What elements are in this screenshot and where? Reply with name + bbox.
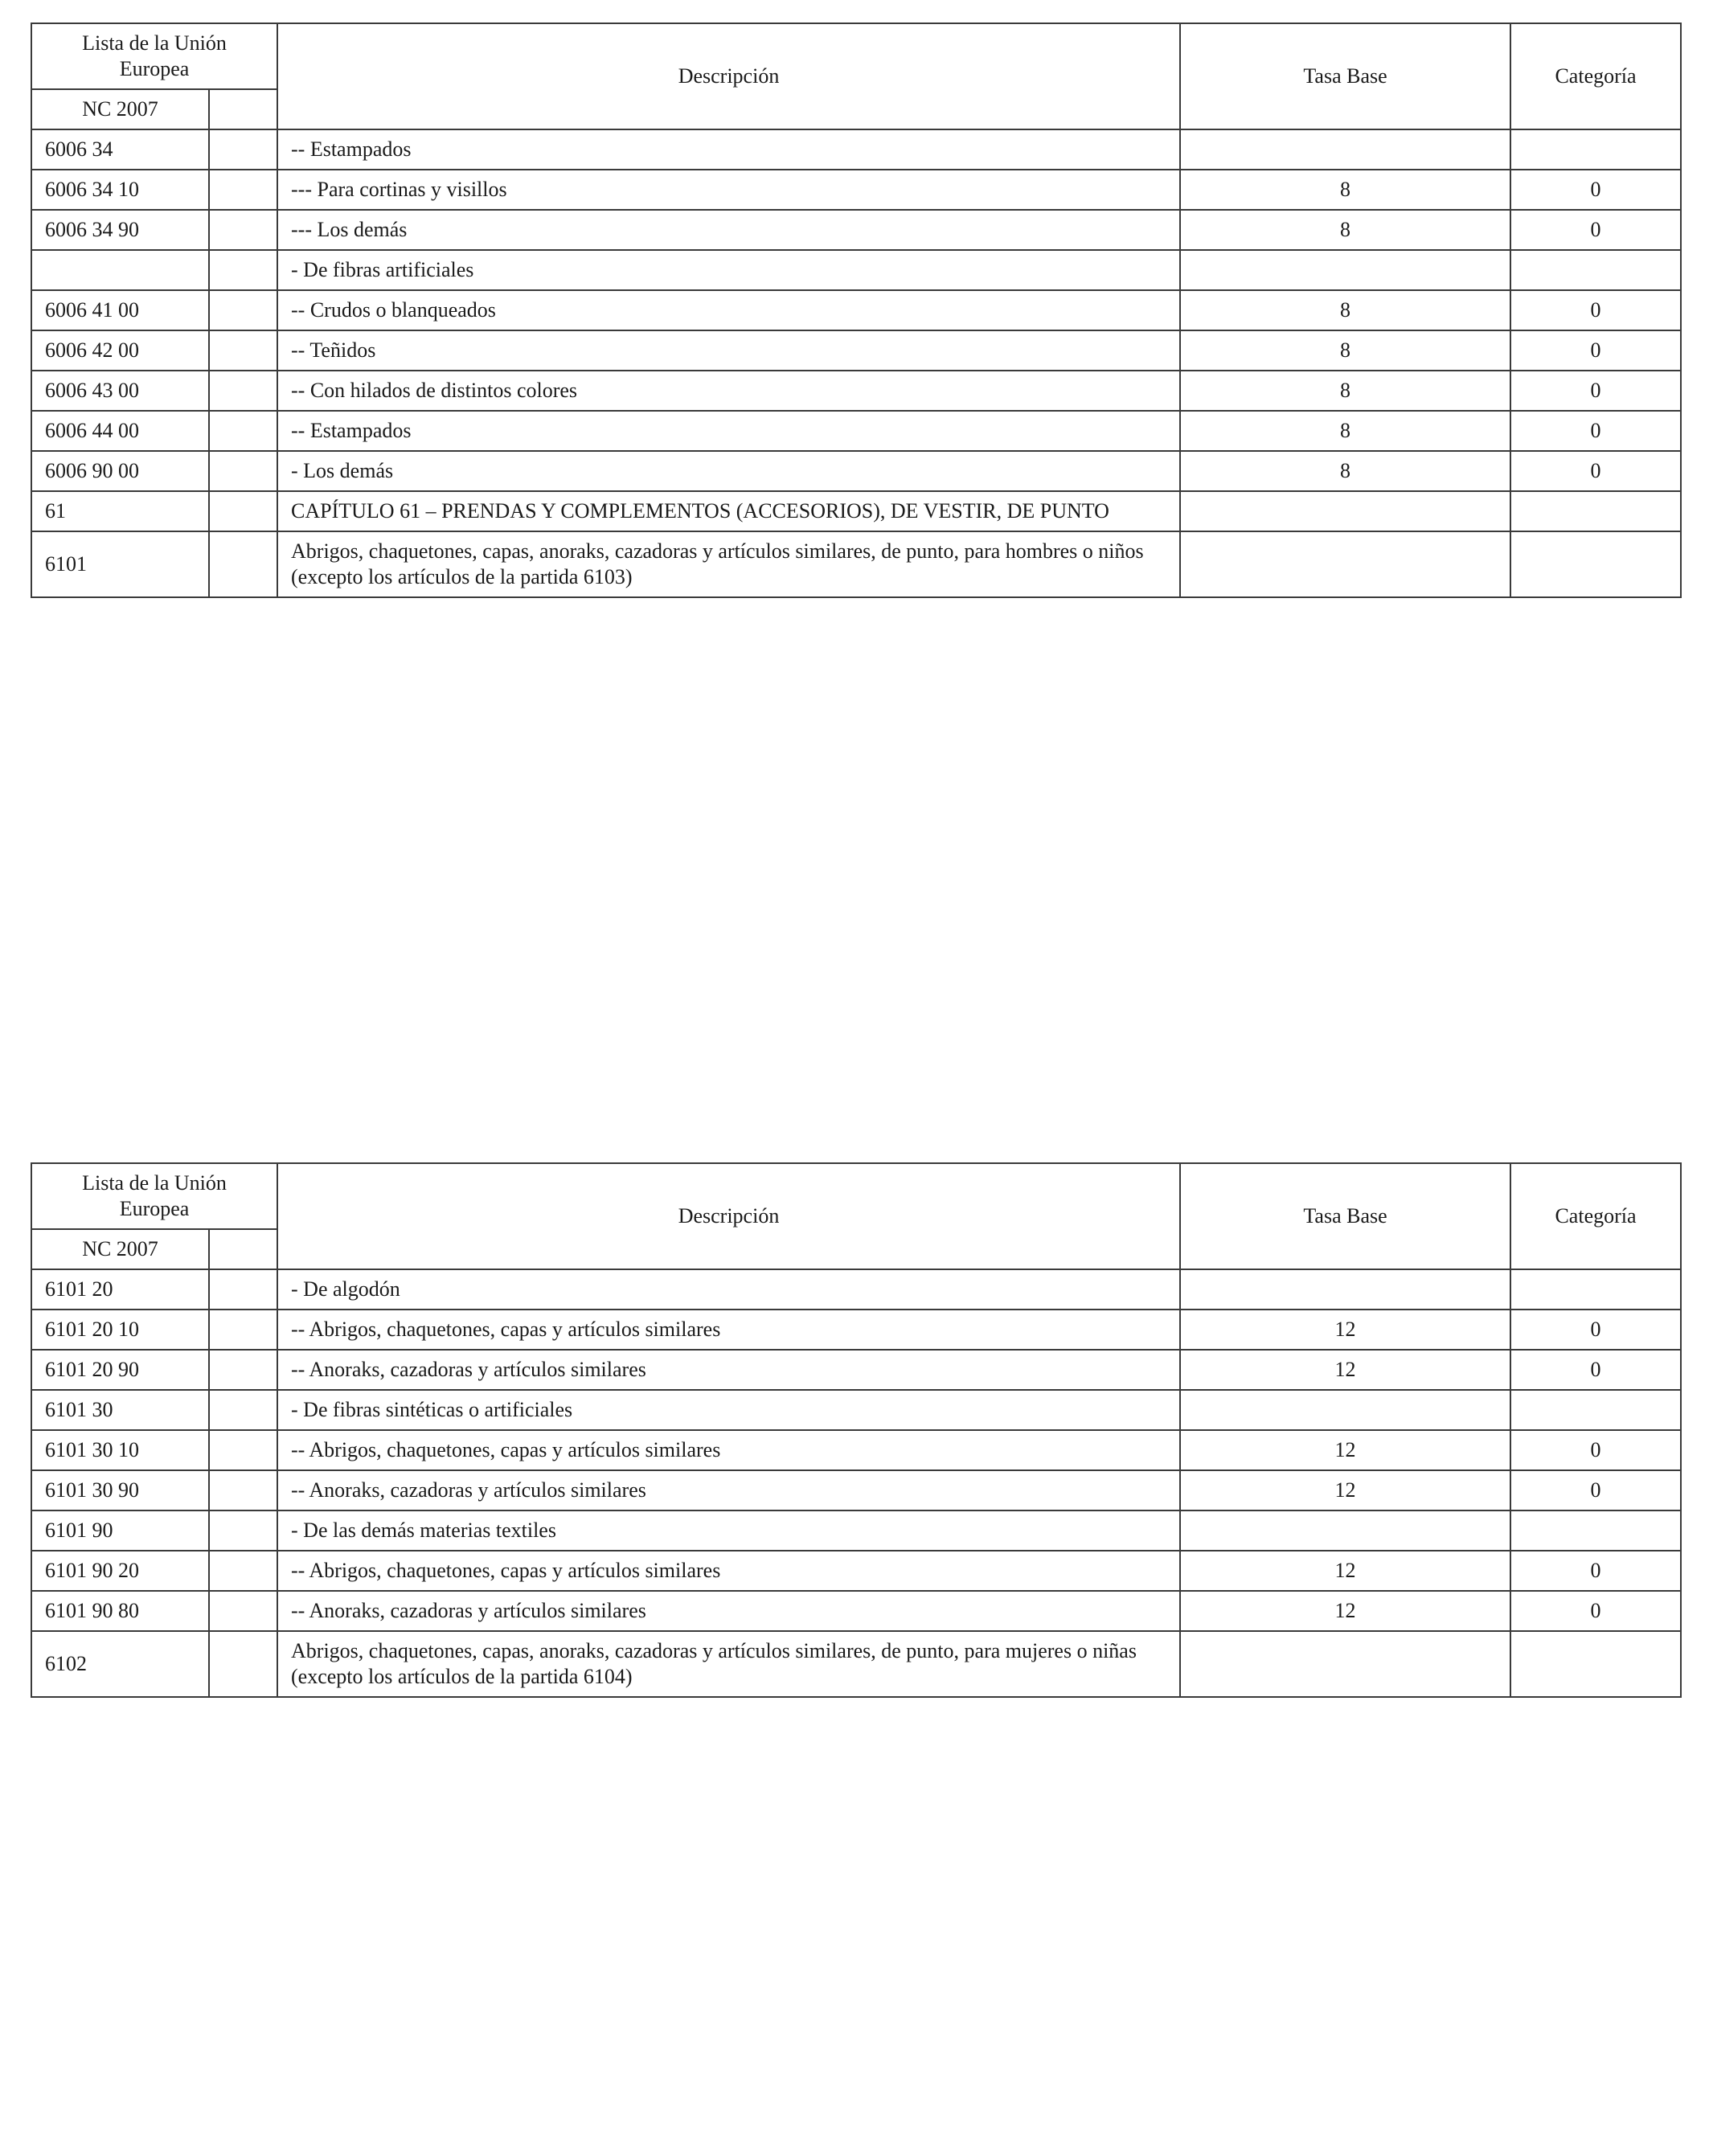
description-cell: -- Abrigos, chaquetones, capas y artículos similares — [277, 1310, 1180, 1350]
subcode-cell — [209, 1631, 277, 1697]
table-row — [31, 129, 1681, 170]
category-cell: 0 — [1510, 1430, 1681, 1470]
table-row — [31, 1591, 1681, 1631]
subcode-cell — [209, 1390, 277, 1430]
tariff-table-1 — [31, 23, 1682, 598]
category-cell: 0 — [1510, 290, 1681, 330]
code-cell: 6101 30 — [31, 1390, 209, 1430]
category-cell: 0 — [1510, 1310, 1681, 1350]
description-cell: - De fibras artificiales — [277, 250, 1180, 290]
category-cell — [1510, 1631, 1681, 1697]
code-cell: 6101 90 20 — [31, 1551, 209, 1591]
code-cell: 6006 34 — [31, 129, 209, 170]
base-rate-cell — [1180, 491, 1510, 531]
table-row — [31, 1510, 1681, 1551]
category-cell: 0 — [1510, 411, 1681, 451]
table-row — [31, 210, 1681, 250]
header-nc-2007: NC 2007 — [31, 89, 209, 129]
base-rate-cell: 8 — [1180, 210, 1510, 250]
code-cell: 6006 41 00 — [31, 290, 209, 330]
description-cell: Abrigos, chaquetones, capas, anoraks, cazadoras y artículos similares, de punto, para hombres o niños (excepto los artículos de la partida 6103) — [277, 531, 1180, 597]
base-rate-cell — [1180, 1631, 1510, 1697]
description-cell: -- Teñidos — [277, 330, 1180, 371]
subcode-cell — [209, 531, 277, 597]
table-row — [31, 250, 1681, 290]
table-row — [31, 1390, 1681, 1430]
base-rate-cell: 8 — [1180, 290, 1510, 330]
code-cell: 6101 90 80 — [31, 1591, 209, 1631]
description-cell: -- Abrigos, chaquetones, capas y artículos similares — [277, 1551, 1180, 1591]
subcode-cell — [209, 290, 277, 330]
base-rate-cell: 8 — [1180, 411, 1510, 451]
description-cell: CAPÍTULO 61 – PRENDAS Y COMPLEMENTOS (ACCESORIOS), DE VESTIR, DE PUNTO — [277, 491, 1180, 531]
table-row — [31, 531, 1681, 597]
description-cell: - De las demás materias textiles — [277, 1510, 1180, 1551]
table-row — [31, 1350, 1681, 1390]
subcode-cell — [209, 129, 277, 170]
table-row — [31, 330, 1681, 371]
base-rate-cell: 8 — [1180, 451, 1510, 491]
description-cell: Abrigos, chaquetones, capas, anoraks, cazadoras y artículos similares, de punto, para mujeres o niñas (excepto los artículos de la partida 6104) — [277, 1631, 1180, 1697]
category-cell — [1510, 531, 1681, 597]
category-cell: 0 — [1510, 1591, 1681, 1631]
category-cell — [1510, 1390, 1681, 1430]
base-rate-cell: 12 — [1180, 1350, 1510, 1390]
subcode-cell — [209, 170, 277, 210]
code-cell: 6101 30 10 — [31, 1430, 209, 1470]
description-cell: - De fibras sintéticas o artificiales — [277, 1390, 1180, 1430]
subcode-cell — [209, 250, 277, 290]
code-cell: 6101 20 10 — [31, 1310, 209, 1350]
table-row — [31, 1551, 1681, 1591]
base-rate-cell: 12 — [1180, 1310, 1510, 1350]
description-cell: - Los demás — [277, 451, 1180, 491]
table-header-row — [31, 23, 1681, 89]
description-cell: --- Los demás — [277, 210, 1180, 250]
category-cell: 0 — [1510, 1470, 1681, 1510]
code-cell: 6101 20 — [31, 1269, 209, 1310]
subcode-cell — [209, 1269, 277, 1310]
description-cell: -- Con hilados de distintos colores — [277, 371, 1180, 411]
table-row — [31, 1310, 1681, 1350]
header-base-rate: Tasa Base — [1180, 1163, 1510, 1269]
category-cell — [1510, 250, 1681, 290]
base-rate-cell — [1180, 129, 1510, 170]
code-cell: 6006 34 90 — [31, 210, 209, 250]
table-row — [31, 1631, 1681, 1697]
base-rate-cell: 8 — [1180, 371, 1510, 411]
category-cell: 0 — [1510, 451, 1681, 491]
code-cell: 6102 — [31, 1631, 209, 1697]
tariff-table-body — [31, 1163, 1681, 1697]
header-description: Descripción — [277, 1163, 1180, 1269]
description-cell: -- Crudos o blanqueados — [277, 290, 1180, 330]
category-cell: 0 — [1510, 170, 1681, 210]
code-cell: 6101 30 90 — [31, 1470, 209, 1510]
table-row — [31, 1430, 1681, 1470]
header-blank-cell — [209, 89, 277, 129]
subcode-cell — [209, 1350, 277, 1390]
code-cell: 6006 43 00 — [31, 371, 209, 411]
code-cell: 61 — [31, 491, 209, 531]
table-row — [31, 371, 1681, 411]
subcode-cell — [209, 411, 277, 451]
subcode-cell — [209, 1310, 277, 1350]
category-cell: 0 — [1510, 1551, 1681, 1591]
description-cell: - De algodón — [277, 1269, 1180, 1310]
subcode-cell — [209, 1510, 277, 1551]
header-category: Categoría — [1510, 1163, 1681, 1269]
header-base-rate: Tasa Base — [1180, 23, 1510, 129]
table-row — [31, 411, 1681, 451]
description-cell: --- Para cortinas y visillos — [277, 170, 1180, 210]
table-row — [31, 1269, 1681, 1310]
base-rate-cell: 8 — [1180, 330, 1510, 371]
code-cell: 6006 90 00 — [31, 451, 209, 491]
table-row — [31, 451, 1681, 491]
category-cell — [1510, 491, 1681, 531]
table-row — [31, 170, 1681, 210]
category-cell — [1510, 1510, 1681, 1551]
subcode-cell — [209, 491, 277, 531]
code-cell: 6101 — [31, 531, 209, 597]
header-blank-cell — [209, 1229, 277, 1269]
subcode-cell — [209, 371, 277, 411]
base-rate-cell: 8 — [1180, 170, 1510, 210]
subcode-cell — [209, 330, 277, 371]
tariff-table-2 — [31, 1162, 1682, 1698]
description-cell: -- Abrigos, chaquetones, capas y artículos similares — [277, 1430, 1180, 1470]
code-cell: 6101 20 90 — [31, 1350, 209, 1390]
header-description: Descripción — [277, 23, 1180, 129]
base-rate-cell: 12 — [1180, 1470, 1510, 1510]
base-rate-cell — [1180, 531, 1510, 597]
description-cell: -- Estampados — [277, 129, 1180, 170]
base-rate-cell — [1180, 1510, 1510, 1551]
table-row — [31, 1470, 1681, 1510]
category-cell — [1510, 129, 1681, 170]
subcode-cell — [209, 1591, 277, 1631]
header-eu-list: Lista de la Unión Europea — [31, 1163, 277, 1229]
tariff-table-body — [31, 23, 1681, 597]
header-nc-2007: NC 2007 — [31, 1229, 209, 1269]
subcode-cell — [209, 1470, 277, 1510]
base-rate-cell: 12 — [1180, 1430, 1510, 1470]
category-cell: 0 — [1510, 1350, 1681, 1390]
category-cell: 0 — [1510, 371, 1681, 411]
code-cell: 6006 44 00 — [31, 411, 209, 451]
base-rate-cell: 12 — [1180, 1551, 1510, 1591]
code-cell: 6006 42 00 — [31, 330, 209, 371]
description-cell: -- Estampados — [277, 411, 1180, 451]
table-header-row — [31, 1163, 1681, 1229]
category-cell — [1510, 1269, 1681, 1310]
description-cell: -- Anoraks, cazadoras y artículos similares — [277, 1350, 1180, 1390]
subcode-cell — [209, 451, 277, 491]
description-cell: -- Anoraks, cazadoras y artículos similares — [277, 1470, 1180, 1510]
subcode-cell — [209, 210, 277, 250]
category-cell: 0 — [1510, 330, 1681, 371]
base-rate-cell — [1180, 250, 1510, 290]
code-cell: 6101 90 — [31, 1510, 209, 1551]
category-cell: 0 — [1510, 210, 1681, 250]
base-rate-cell — [1180, 1269, 1510, 1310]
subcode-cell — [209, 1551, 277, 1591]
base-rate-cell — [1180, 1390, 1510, 1430]
header-category: Categoría — [1510, 23, 1681, 129]
code-cell: 6006 34 10 — [31, 170, 209, 210]
header-eu-list: Lista de la Unión Europea — [31, 23, 277, 89]
base-rate-cell: 12 — [1180, 1591, 1510, 1631]
code-cell — [31, 250, 209, 290]
description-cell: -- Anoraks, cazadoras y artículos similares — [277, 1591, 1180, 1631]
subcode-cell — [209, 1430, 277, 1470]
table-row — [31, 290, 1681, 330]
table-row — [31, 491, 1681, 531]
